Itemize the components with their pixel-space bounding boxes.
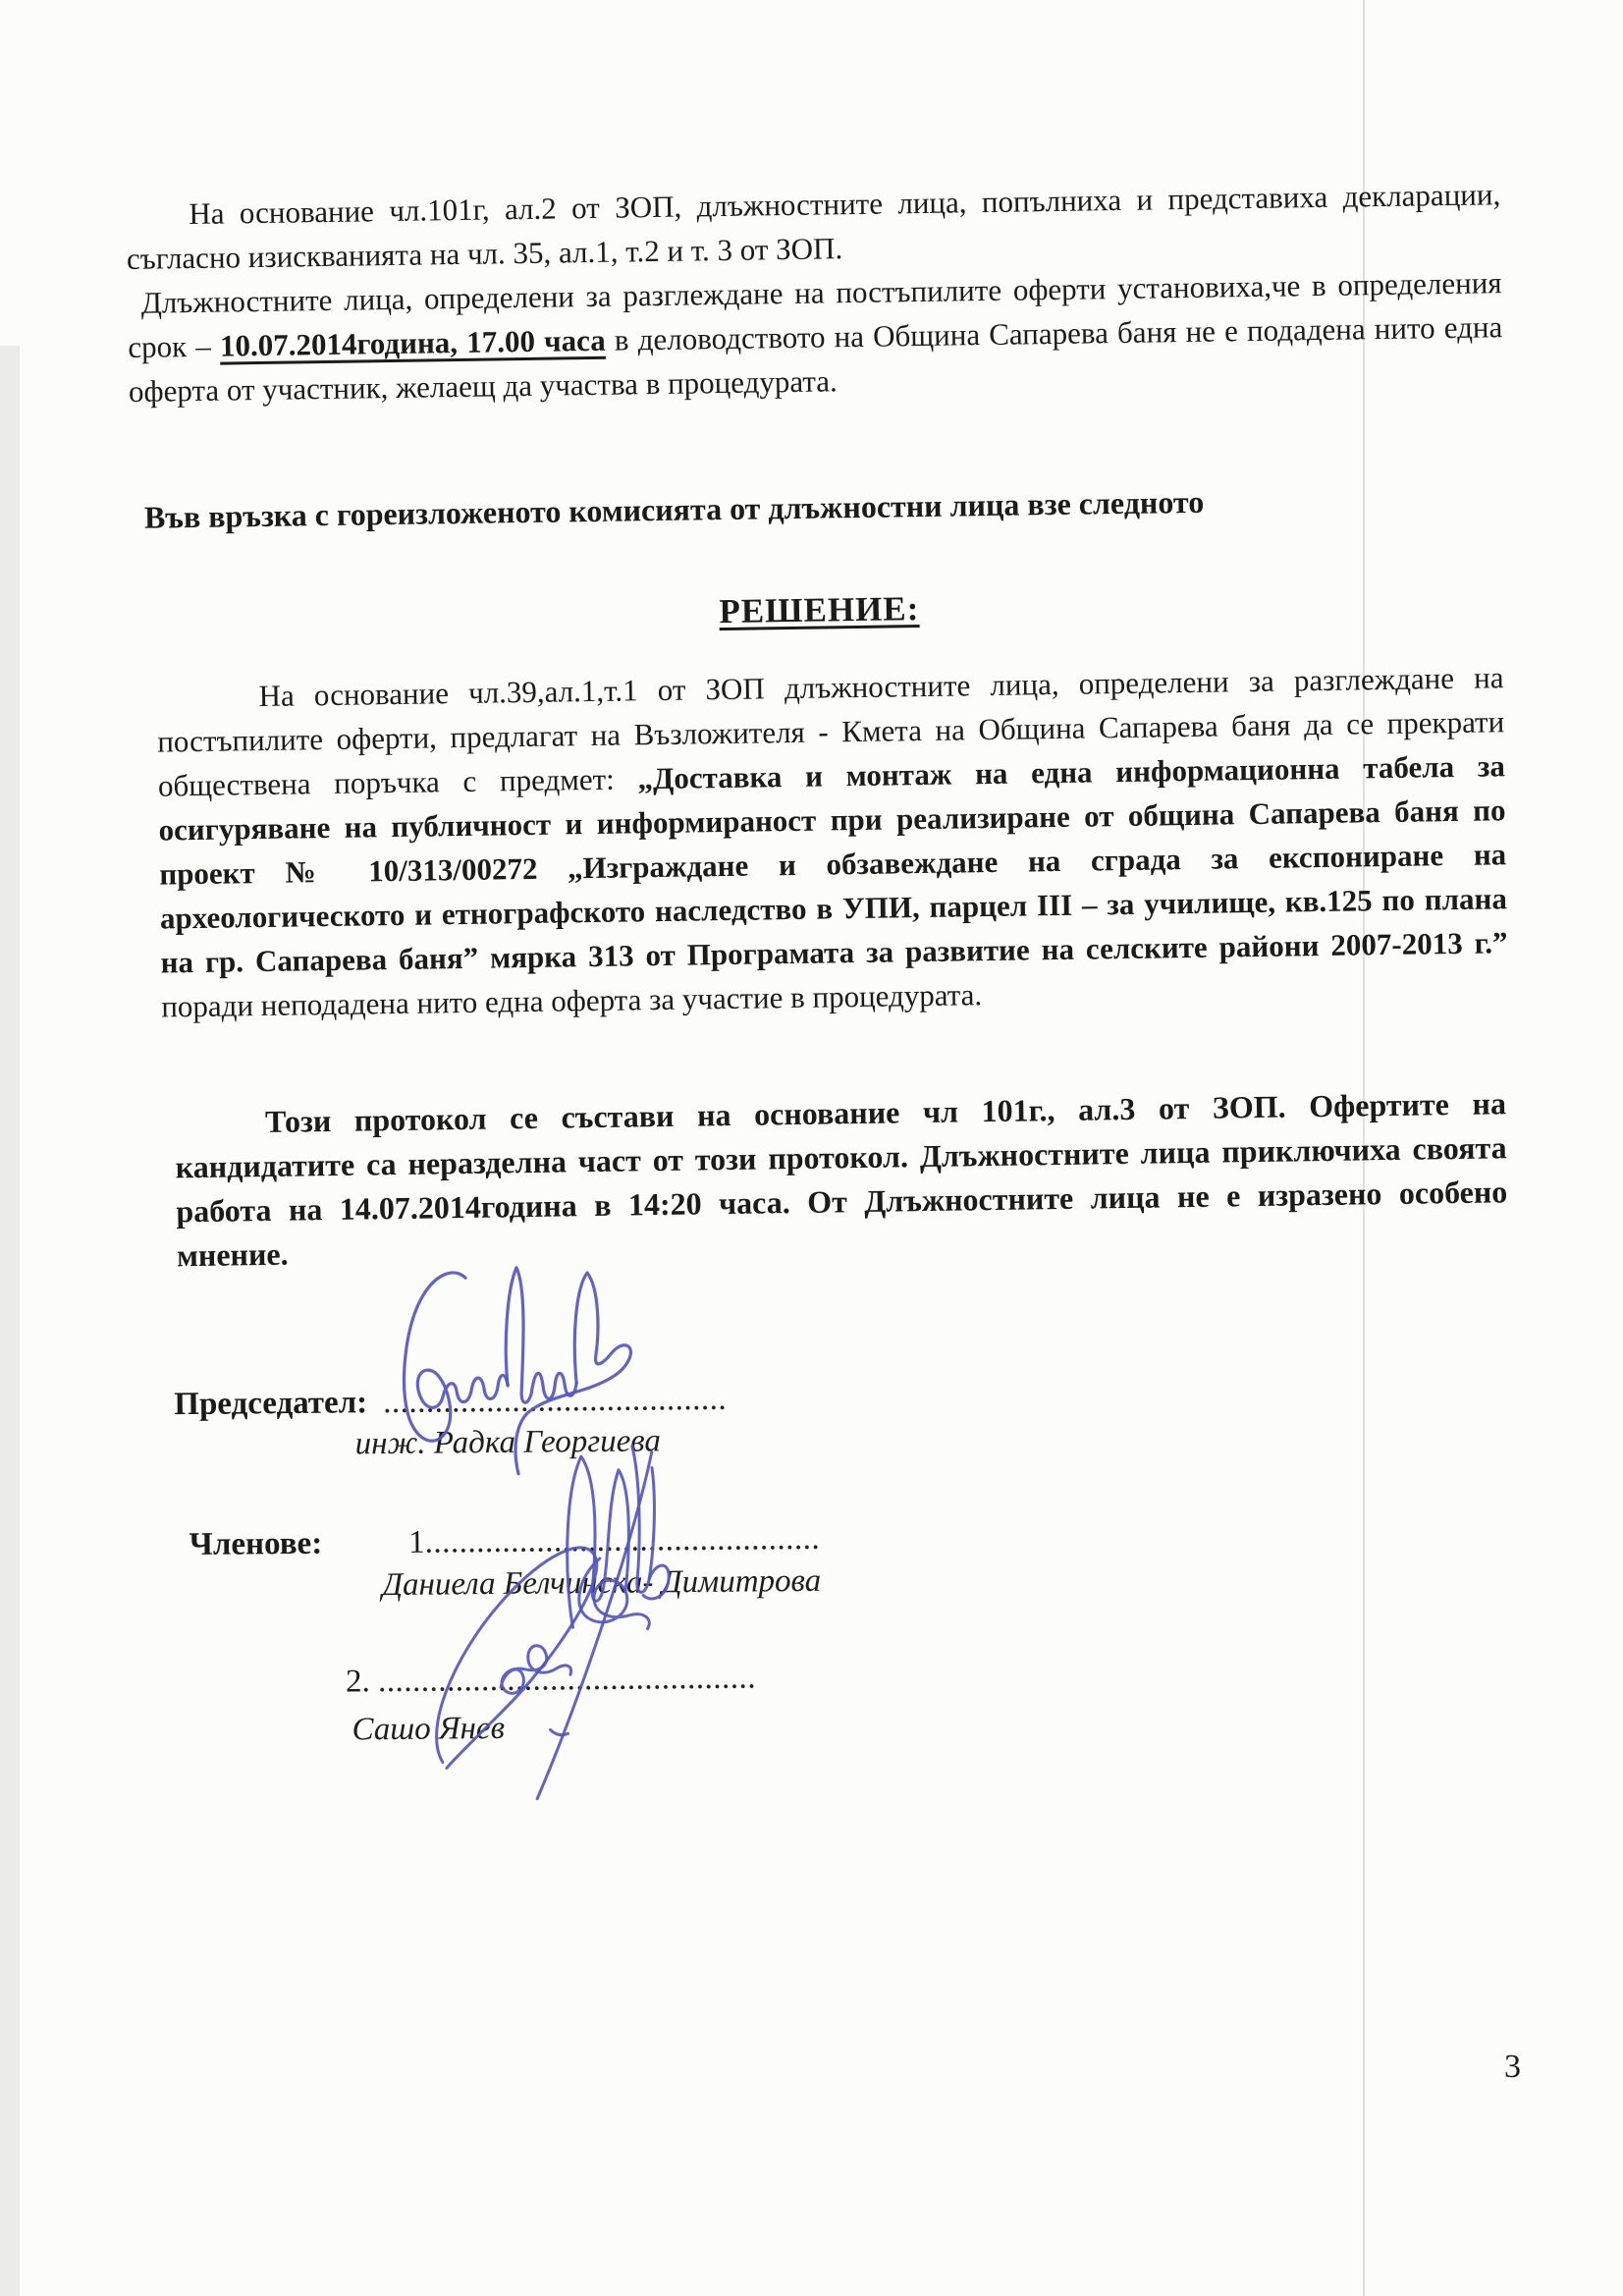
member2-signature-scribble: [404, 1404, 682, 1805]
members-label: Членове:: [189, 1525, 323, 1562]
chairman-name: инж. Радка Георгиева: [354, 1423, 662, 1462]
text-segment: в деловодството на Община Сапарева баня не е подадена нито една оферта от участник, желаещ да участва в процедурата.: [128, 309, 1503, 409]
page-number: 3: [1504, 2049, 1521, 2085]
text-segment: „Доставка и монтаж на една информационна табела за осигуряване на публичност и информираност при реализиране от община Сапарева баня по проект № 10/313/00272 „Изграждане и обзавеждане на сграда за експониране на археологическото и етнографското наследство в УПИ, парцел III – за училище, кв.125 по плана на гр. Сапарева баня” мярка 313 от Програмата за развитие на селските райони 2007-2013 г.”: [158, 748, 1508, 980]
text-segment: На основание чл.101г, ал.2 от ЗОП, длъжностните лица, попълниха и представиха декларации, съгласно изискванията на чл. 35, ал.1, т.2 и т. 3 от ЗОП.: [126, 177, 1501, 276]
text-segment: поради неподадена нито една оферта за участие в процедурата.: [161, 977, 983, 1024]
text-segment: На основание чл.39,ал.1,т.1 от ЗОП длъжностните лица, определени за разглеждане на постъпилите оферти, предлагат на Възложителя - Кмета на Община Сапарева баня да се прекрати обществена поръчка с предмет:: [157, 660, 1505, 803]
text-segment: 10.07.2014година, 17.00 часа: [219, 322, 606, 363]
chairman-dotted-line: ........................................: [383, 1381, 728, 1421]
text-segment: Длъжностните лица, определени за разглеждане на постъпилите оферти установиха,че в определения срок –: [128, 265, 1502, 364]
text-segment: Този протокол се състави на основание чл 101г., ал.3 от ЗОП. Офертите на кандидатите са неразделна част от този протокол. Длъжностните лица приключиха своята работа на 14.07.2014година в 14:20 часа. От Длъжностните лица не е изразено особено мнение.: [175, 1085, 1508, 1274]
member1-number: 1: [408, 1524, 425, 1560]
text-segment: Във връзка с гореизложеното комисията от длъжностни лица взе следното: [143, 483, 1205, 535]
member2-number: 2.: [345, 1664, 370, 1700]
chairman-label: Председател:: [174, 1385, 368, 1423]
member2-name: Сашо Янев: [352, 1710, 506, 1748]
member1-dotted-line: ..............................................: [424, 1520, 821, 1560]
member2-dotted-line: ............................................: [377, 1660, 757, 1700]
decision-heading-text: РЕШЕНИЕ:: [719, 589, 920, 631]
member1-name: Даниела Белчинска- Димитрова: [381, 1562, 822, 1604]
